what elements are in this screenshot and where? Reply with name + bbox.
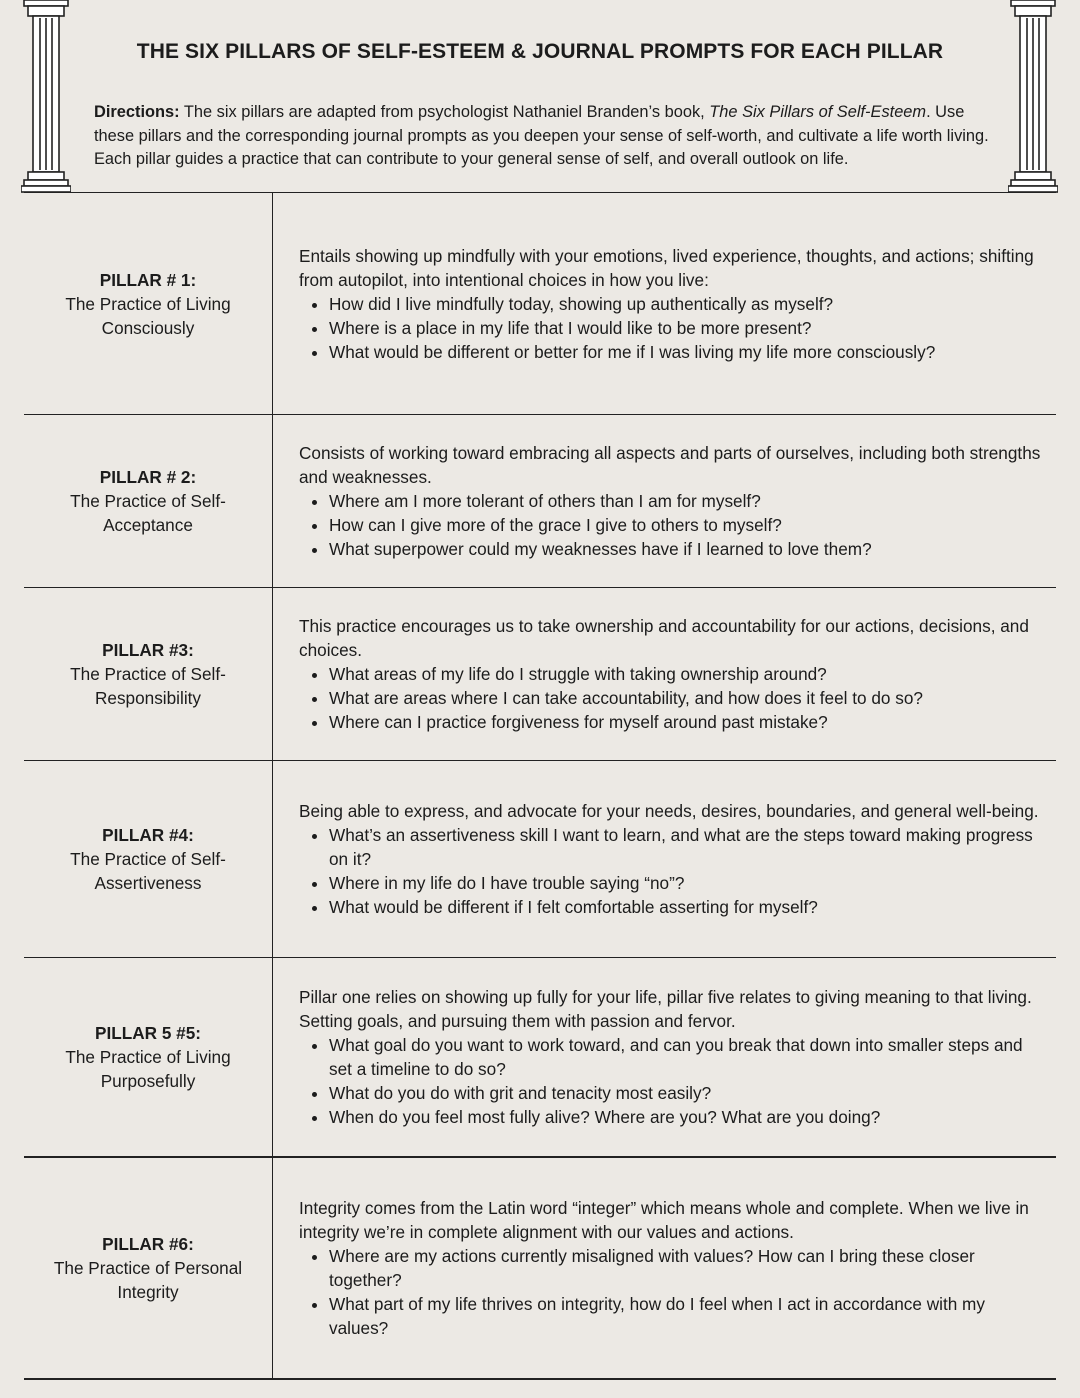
pillar-row-5 — [24, 957, 1056, 1156]
prompt-item: • What goal do you want to work toward, and can you break that down into smaller steps and set a timeline to do so? — [329, 1033, 1042, 1081]
pillar-name: The Practice of Self-Assertiveness — [70, 849, 226, 893]
prompt-item: • What would be different if I felt comfortable asserting for myself? — [329, 895, 1042, 919]
pillar-title-cell — [24, 193, 273, 414]
pillar-description-cell — [273, 415, 1056, 587]
pillar-name: The Practice of Self-Acceptance — [70, 491, 226, 535]
pillar-intro: Pillar one relies on showing up fully for your life, pillar five relates to giving meaning to that living. Setting goals, and pursuing them with passion and fervor. — [299, 987, 1032, 1031]
pillar-intro: This practice encourages us to take ownership and accountability for our actions, decisions, and choices. — [299, 616, 1029, 660]
pillar-title-cell — [24, 958, 273, 1156]
pillar-description-cell — [273, 958, 1056, 1156]
pillar-label: PILLAR 5 #5: — [94, 1023, 201, 1043]
pillar-description-cell — [273, 1158, 1056, 1378]
pillar-title-cell — [24, 761, 273, 957]
pillar-row-4 — [24, 760, 1056, 957]
directions-text-before: The six pillars are adapted from psychologist Nathaniel Branden’s book, — [179, 103, 710, 121]
pillar-intro: Being able to express, and advocate for your needs, desires, boundaries, and general well-being. — [299, 801, 1039, 821]
pillar-title-cell — [24, 415, 273, 587]
pillar-description-cell — [273, 193, 1056, 414]
pillar-intro: Entails showing up mindfully with your emotions, lived experience, thoughts, and actions; shifting from autopilot, into intentional choices in how you live: — [299, 245, 1034, 290]
prompt-item: • How did I live mindfully today, showing up authentically as myself? — [329, 292, 1042, 316]
prompt-item: • What superpower could my weaknesses have if I learned to love them? — [329, 537, 1042, 561]
prompt-item: • What areas of my life do I struggle with taking ownership around? — [329, 662, 1042, 686]
pillar-title-cell — [24, 1158, 273, 1378]
prompt-item: • Where can I practice forgiveness for myself around past mistake? — [329, 710, 1042, 734]
pillar-label: PILLAR #4: — [102, 825, 194, 845]
pillar-description-cell — [273, 588, 1056, 760]
book-title: The Six Pillars of Self-Esteem — [709, 103, 927, 121]
pillar-label: PILLAR # 1: — [99, 269, 197, 290]
prompt-item: • What would be different or better for me if I was living my life more consciously? — [329, 340, 1042, 364]
right-column-decoration — [1008, 0, 1058, 194]
pillar-name: The Practice of Living Purposefully — [65, 1047, 231, 1091]
prompt-list — [299, 662, 1042, 734]
prompt-item: • What are areas where I can take accountability, and how does it feel to do so? — [329, 686, 1042, 710]
prompt-item: • Where are my actions currently misaligned with values? How can I bring these closer together? — [329, 1244, 1042, 1292]
prompt-list — [299, 823, 1042, 919]
prompt-list — [299, 489, 1042, 561]
prompt-item: • What part of my life thrives on integrity, how do I feel when I act in accordance with my values? — [329, 1292, 1042, 1340]
pillar-intro: Consists of working toward embracing all aspects and parts of ourselves, including both strengths and weaknesses. — [299, 443, 1041, 487]
pillar-label: PILLAR # 2: — [99, 467, 197, 487]
pillar-name: The Practice of Personal Integrity — [53, 1258, 243, 1302]
pillar-label: PILLAR #3: — [102, 640, 194, 660]
prompt-list — [299, 1033, 1042, 1129]
prompt-item: • When do you feel most fully alive? Where are you? What are you doing? — [329, 1105, 1042, 1129]
pillar-name: The Practice of Living Consciously — [65, 293, 231, 338]
pillar-label: PILLAR #6: — [102, 1234, 194, 1254]
prompt-item: • Where is a place in my life that I would like to be more present? — [329, 316, 1042, 340]
prompt-list — [299, 292, 1042, 364]
pillar-row-3 — [24, 587, 1056, 760]
left-column-decoration — [21, 0, 71, 194]
pillars-table — [24, 192, 1056, 1380]
pillar-name: The Practice of Self-Responsibility — [70, 664, 226, 708]
prompt-item: • What’s an assertiveness skill I want to learn, and what are the steps toward making progress on it? — [329, 823, 1042, 871]
page-title: THE SIX PILLARS OF SELF-ESTEEM & JOURNAL PROMPTS FOR EACH PILLAR — [136, 40, 944, 63]
directions-text-after: . Use these pillars and the corresponding journal prompts as you deepen your sense of self-worth, and cultivate a life worth living. Each pillar guides a practice that can contribute to your general sense of self, and overall outlook on life. — [94, 103, 989, 168]
directions-label: Directions: — [94, 103, 180, 121]
pillar-intro: Integrity comes from the Latin word “integer” which means whole and complete. When we live in integrity we’re in complete alignment with our values and actions. — [299, 1198, 1029, 1242]
prompt-item: • Where am I more tolerant of others than I am for myself? — [329, 489, 1042, 513]
directions-paragraph — [94, 101, 994, 172]
pillar-description-cell — [273, 761, 1056, 957]
pillar-title-cell — [24, 588, 273, 760]
pillar-row-6 — [24, 1156, 1056, 1380]
prompt-item: • How can I give more of the grace I give to others to myself? — [329, 513, 1042, 537]
prompt-item: • What do you do with grit and tenacity most easily? — [329, 1081, 1042, 1105]
prompt-list — [299, 1244, 1042, 1340]
pillar-row-1 — [24, 192, 1056, 414]
pillar-column-icon — [1008, 0, 1058, 194]
pillar-row-2 — [24, 414, 1056, 587]
pillar-column-icon — [21, 0, 71, 194]
prompt-item: • Where in my life do I have trouble saying “no”? — [329, 871, 1042, 895]
